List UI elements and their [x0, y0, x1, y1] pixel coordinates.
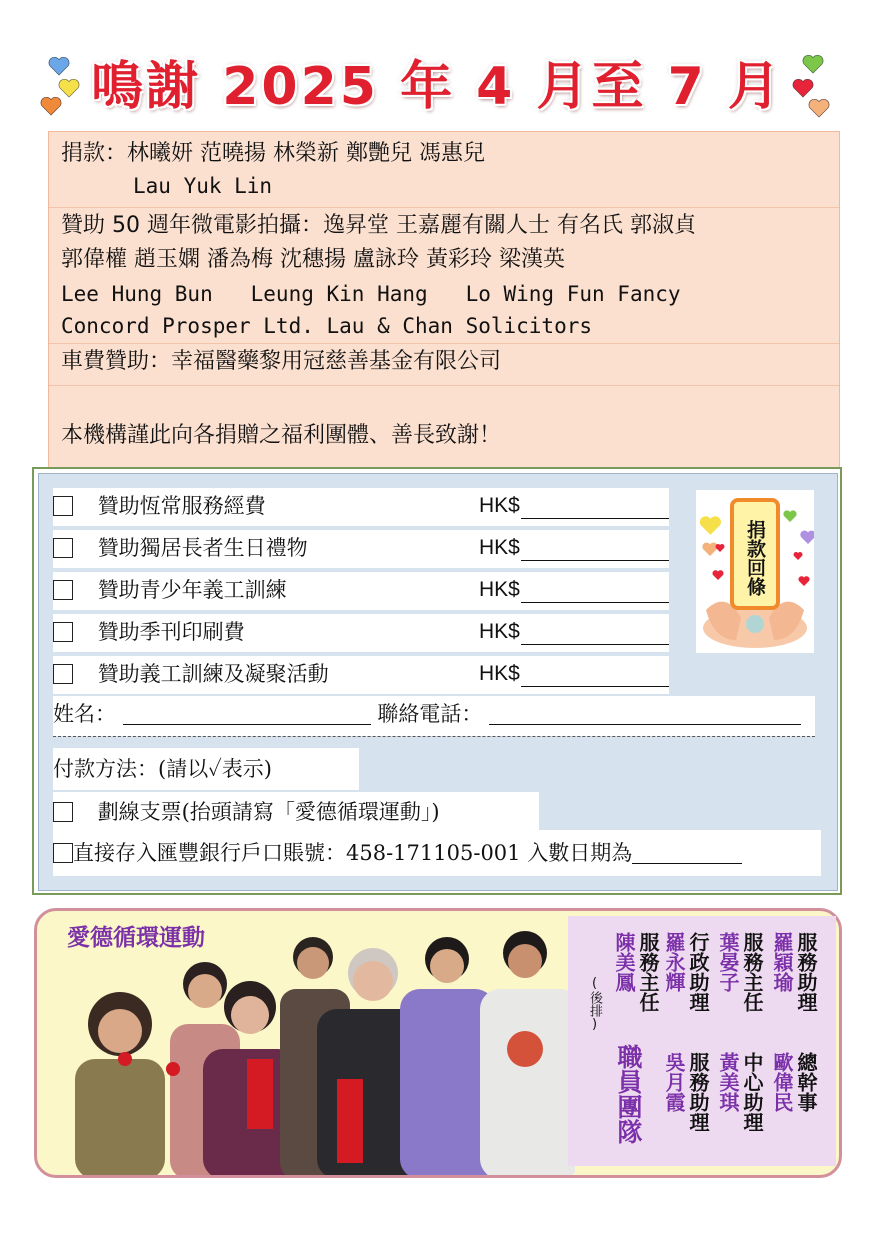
- staff-role: 服務助理: [686, 1052, 710, 1132]
- cheque-label: 劃線支票(抬頭請寫「愛德循環運動」): [97, 800, 440, 824]
- sponsors-section: [49, 208, 839, 344]
- donation-item-label: 贊助季刊印刷費: [97, 620, 245, 644]
- donation-item-row: [53, 572, 669, 610]
- donation-item-label: 贊助青少年義工訓練: [97, 578, 287, 602]
- cheque-option: [53, 792, 539, 832]
- currency-label: HK$: [479, 494, 520, 517]
- name-field[interactable]: [123, 700, 371, 725]
- staff-name: 羅穎瑜: [770, 932, 794, 992]
- currency-label: HK$: [479, 578, 520, 601]
- heart-red-icon: [792, 78, 814, 98]
- name-label: 姓名：: [53, 702, 116, 726]
- staff-role: 服務主任: [740, 932, 764, 1012]
- page-title: 鳴謝 2025 年 4 月至 7 月: [91, 57, 783, 117]
- currency-label: HK$: [479, 620, 520, 643]
- currency-label: HK$: [479, 536, 520, 559]
- sponsor-line: Concord Prosper Ltd. Lau & Chan Solicitors: [61, 314, 593, 338]
- acknowledgement-box: [48, 131, 840, 471]
- checkbox[interactable]: [53, 843, 73, 863]
- movement-name: 愛德循環運動: [67, 925, 205, 951]
- checkbox[interactable]: [53, 496, 73, 516]
- donation-item-row: [53, 530, 669, 568]
- sponsor-line: 郭偉權 趙玉嫻 潘為梅 沈穗揚 盧詠玲 黃彩玲 梁漢英: [61, 247, 565, 272]
- donation-receipt-illustration: [696, 490, 814, 653]
- checkbox[interactable]: [53, 664, 73, 684]
- payment-method-label: 付款方法：(請以✓表示): [53, 748, 359, 790]
- staff-role: 服務助理: [794, 932, 818, 1012]
- checkbox[interactable]: [53, 538, 73, 558]
- staff-name: 黃美琪: [716, 1052, 740, 1112]
- team-photo: [55, 929, 575, 1178]
- heart-peach-icon: [808, 98, 830, 118]
- donation-item-row: [53, 488, 669, 526]
- amount-field[interactable]: [521, 620, 669, 645]
- thanks-text: 本機構謹此向各捐贈之福利團體、善長致謝！: [61, 423, 502, 448]
- phone-label: 聯絡電話：: [377, 702, 483, 726]
- heart-green-icon: [802, 54, 824, 74]
- staff-role: 中心助理: [740, 1052, 764, 1132]
- deposit-date-field[interactable]: [632, 839, 742, 864]
- amount-field[interactable]: [521, 536, 669, 561]
- donation-item-label: 贊助恆常服務經費: [97, 494, 266, 518]
- order-note: (後排): [587, 976, 602, 1032]
- donation-item-label: 贊助獨居長者生日禮物: [97, 536, 308, 560]
- staff-name: 葉晏子: [716, 932, 740, 992]
- staff-role: 總幹事: [794, 1052, 818, 1112]
- bank-transfer-label: 直接存入匯豐銀行戶口賬號：458-171105-001 入數日期為: [73, 841, 633, 865]
- team-title: 職員團隊: [614, 1044, 643, 1144]
- thanks-section: [49, 386, 839, 470]
- staff-role: 行政助理: [686, 932, 710, 1012]
- staff-role: 服務主任: [636, 932, 660, 1012]
- transport-sponsor: 車費贊助：幸福醫藥黎用冠慈善基金有限公司: [61, 349, 502, 374]
- staff-name: 吳月霞: [662, 1052, 686, 1112]
- heart-orange-icon: [40, 96, 62, 116]
- person: [75, 992, 165, 1178]
- bank-transfer-option: [53, 830, 821, 876]
- heart-blue-icon: [48, 56, 70, 76]
- donation-item-row: [53, 656, 669, 694]
- checkbox[interactable]: [53, 802, 73, 822]
- sponsor-line: 贊助 50 週年微電影拍攝：逸昇堂 王嘉麗有關人士 有名氏 郭淑貞: [61, 213, 696, 238]
- staff-name: 陳美鳳: [612, 932, 636, 992]
- contact-row: [53, 696, 815, 736]
- receipt-tag: 捐款回條: [730, 498, 780, 610]
- staff-list: [568, 916, 836, 1166]
- donations-section: [49, 132, 839, 208]
- currency-label: HK$: [479, 662, 520, 685]
- donations-line: 捐款：林曦妍 范曉揚 林榮新 鄭艷兒 馮惠兒: [61, 141, 485, 166]
- checkbox[interactable]: [53, 622, 73, 642]
- heart-yellow-icon: [58, 78, 80, 98]
- donation-item-row: [53, 614, 669, 652]
- staff-name: 歐偉民: [770, 1052, 794, 1112]
- phone-field[interactable]: [489, 700, 801, 725]
- amount-field[interactable]: [521, 494, 669, 519]
- transport-section: [49, 344, 839, 386]
- checkbox[interactable]: [53, 580, 73, 600]
- staff-name: 羅永輝: [662, 932, 686, 992]
- donation-item-label: 贊助義工訓練及凝聚活動: [97, 662, 329, 686]
- amount-field[interactable]: [521, 578, 669, 603]
- donations-line: Lau Yuk Lin: [133, 174, 273, 198]
- amount-field[interactable]: [521, 662, 669, 687]
- sponsor-line: Lee Hung Bun Leung Kin Hang Lo Wing Fun Fancy: [61, 282, 681, 306]
- cut-line: [53, 736, 815, 737]
